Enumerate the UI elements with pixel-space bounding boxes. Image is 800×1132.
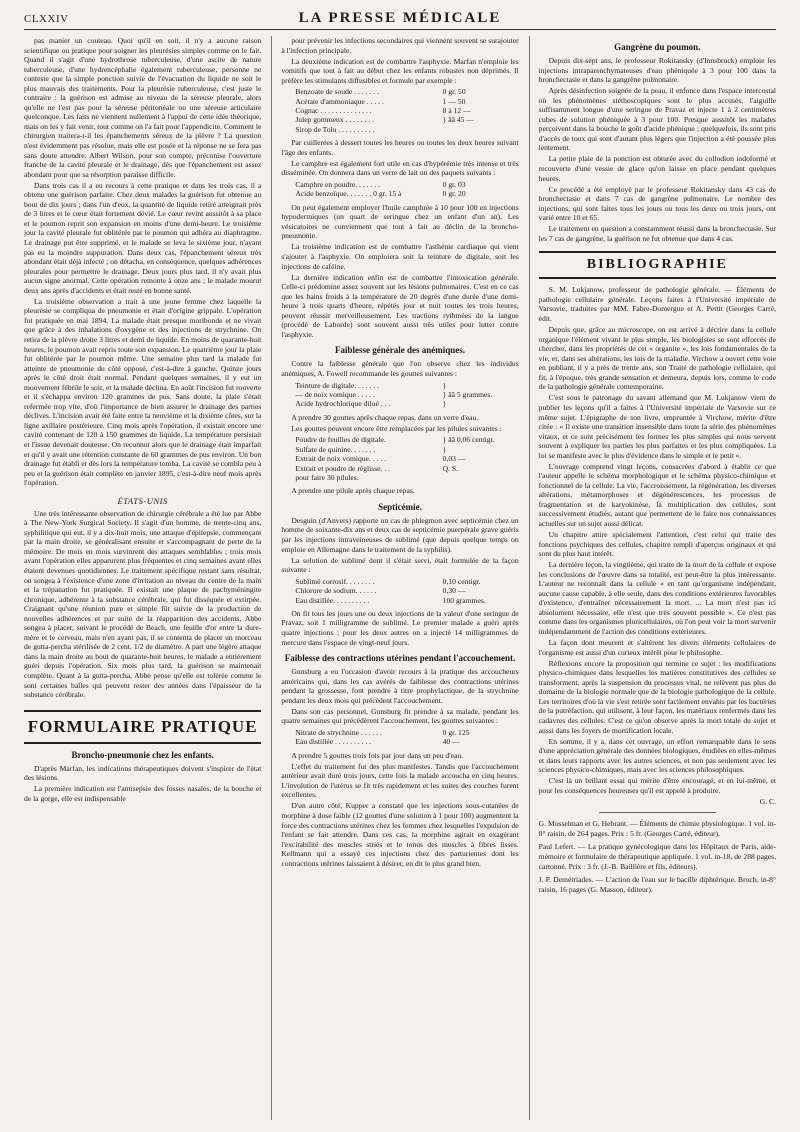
paragraph: La dernière leçon, la vingtième, qui traite de la mort de la cellule et expose les conclusions de l'œuvre dans sa totalité, est peut-être la plus intéressante. L'auteur ne reconnaît dans la cellule « en tant qu'organisme indépendant, aucune cause capable, à elle seule, dans des conditions extérieures favorables d'existence, d'entraîner nécessairement la mort. ... La mort n'est pas ici absolument nécessaire, elle n'est que très souvent possible ». Ce n'est pas comme dans les organismes pluricellulaires, où l'on peut voir la mort survenir indépendamment de l'action des conditions extérieures. [538, 560, 776, 637]
paragraph: Réflexions encore la proposition qui termine ce sujet : les modifications physico-chimiques dans lesquelles les matières constitutives des cellules se transforment, après la suspension du processus vital, ne relèvent pas plus du domaine de la biologie normale que de la biologie pathologique de la cellule. Les territoires d'où la vie s'est retirée sont facilement envahis par les bactéries de la putréfaction, qui utilisent, à leur façon, les matériaux renfermés dans les cadavres des cellules. C'est ce qu'on observe après la mort totale du sujet et aussi dans les foyers de mortification locale. [538, 658, 776, 735]
bibliographie-heading: BIBLIOGRAPHIE [539, 251, 776, 279]
columns [24, 36, 776, 1120]
paragraph: Gunsburg a eu l'occasion d'avoir recours à la pratique des accoucheurs américains qui, dans les cas avérés de faiblesse des contractions utérines pendant la grossesse, font prendre à titre prophylactique, de la strychnine pendant les deux mois qui précèdent l'accouchement. [281, 667, 519, 705]
section-heading-septicemie: Septicémie. [378, 501, 422, 512]
paragraph: pour prévenir les infections secondaires qui viennent souvent se surajouter à l'infection principale. [281, 36, 519, 55]
prescription-1 [295, 87, 518, 134]
paragraph: pas manier un couteau. Quoi qu'il en soit, il n'y a aucune raison scientifique ou pratique pour soigner les pleurésies simples comme on le fait. Quand il s'agit d'une hydrothrose tuberculeuse, d'une ascite de nature tuberculeuse, d'une hydrencéphalie également tuberculeuse, personne ne conteste que la simple ponction suivie de l'évacuation du liquide ne soit le plus mauvais des traitements. Pour la pleurésie tuberculeuse, c'est juste le contraire : la guérison est admise au niveau de la séreuse pleurale, alors qu'elle ne l'est pas pour la séreuse péritonéale ou une séreuse articulaire quelconque. Les faits ne viennent nullement à l'appui de cette idée théorique, mais on les y fait venir, tout comme on l'a fait pour l'appendicite. Comment le chirurgien traitera-t-il les épanchements séreux de la plèvre ? La question n'est évidemment pas résolue, mais elle est posée et la réponse ne se fera pas sans doute attendre. Albert Wilson, pour son compte, préconise l'ouverture franche de la cavité pleurale et le drainage, dès que l'épanchement est assez abondant pour que sa résorption paraisse difficile. [24, 36, 262, 179]
paragraph: D'un autre côté, Kupper a constaté que les injections sous-cutanées de morphine à dose faible (12 gouttes d'une solution à 1 pour 100) augmentent la force des contractions utérines chez les femmes chez lesquelles l'expulsion de l'enfant se fait attendre. Dans ces cas, la morphine agirait en exagérant l'excitabilité des muscles striés et le tonus des muscles à fibres lisses. Kellmann qui a essayé ces injections chez des parturientes dont les contractions utérines laissaient à désirer, en dit le plus grand bien. [281, 801, 519, 868]
formulaire-pratique-heading: FORMULAIRE PRATIQUE [24, 710, 261, 744]
paragraph: La troisième indication est de combattre l'asthénie cardiaque qui vient s'ajouter à l'asphyxie. On emploiera soit la teinture de digitale, soit les injections de caféine. [281, 242, 519, 271]
prescription-4 [295, 435, 518, 482]
paragraph: A prendre 5 gouttes trois fois par jour dans un peu d'eau. [291, 750, 464, 760]
prescription-line: Acide benzoïque. . . . . . . 0 gr. 15 à 0 gr. 20 [295, 189, 466, 199]
prescription-line: Acétate d'ammoniaque . . . . . 1 — 50 [295, 96, 466, 106]
paragraph: La façon dont meurent et s'altèrent les divers éléments cellulaires de l'organisme est aussi d'un curieux intérêt pour le philosophe. [538, 638, 776, 657]
page-header [24, 0, 776, 30]
paragraph: C'est là un brillant essai qui mérite d'être encouragé, et en lui-même, et pour les conséquences heureuses qu'il est appelé à produire. [538, 776, 776, 795]
prescription-line: Julep gommeux . . . . . . . . } ãã 45 — [295, 115, 474, 125]
prescription-line: Chlorure de sodium. . . . . . 0,30 — [295, 586, 466, 596]
paragraph: La troisième observation a trait à une jeune femme chez laquelle la pleurésie se compliqua de pneumonie et était d'origine grippale. L'opération fut pratiquée en mai 1894. La malade était presque moribonde et ne vivait que grâce à des inhalations d'oxygène et des injections de strychnine. On retira de la plèvre droite 3 litres et demi de liquide. En moins de quarante-huit heures, le poumon avait repris toute son expansion. Le quatrième jour la plaie fut oblitérée par le poumon même. Une semaine plus tard la malade fut atteinte de pneumonie du côté opposé, c'est-à-dire à gauche. Quinze jours après le côté droit était normal. Pendant quelques semaines, il y eut un mouvement fébrile le soir, et la malade déclina. En août l'incision fut rouverte et il s'échappa environ 120 grammes de pus. Sans doute, la plaie s'était refermée trop vite, d'où l'importance de bien assurer le drainage des parties déclives. L'incision avait été faite entre la neuvième et la dixième côtes, sur la ligne axillaire postérieure. Cinq mois après l'opération, il existait encore une cavité contenant de 120 à 150 grammes de liquide. La température persistait et l'issue devenait douteuse. On reconnut alors que le drainage était imparfait et qu'il y avait une rétention constante de 60 grammes de pus environ. Un bon drainage fut établi et dès lors la température tomba. La cavité se combla peu à peu et la guérison était complète en janvier 1895, c'est-à-dire neuf mois après l'opération. [24, 296, 262, 488]
page-number: CLXXIV [24, 13, 69, 25]
prescription-line: Teinture de digitale. . . . . . . } [295, 380, 447, 390]
prescription-3 [295, 381, 518, 409]
prescription-line: Eau distillée . . . . . . . . . . 40 — [295, 737, 460, 747]
prescription-line: Sulfate de quinine. . . . . . . } [295, 444, 447, 454]
bibliography-entry-text: G. Mosselman et G. Hebrant. — Éléments de chimie physiologique. 1 vol. in-8° raisin, de 264 pages. Prix : 5 fr. (Georges Carré, éditeur). [538, 819, 776, 838]
section-heading-etats-unis: ÉTATS-UNIS [117, 495, 168, 506]
column-3 [529, 36, 776, 1120]
bibliography-entry [539, 842, 776, 871]
prescription-line: Eau distillée. . . . . . . . . . 100 grammes. [295, 595, 486, 605]
paragraph: Les gouttes peuvent encore être remplacées par les pilules suivantes : [291, 423, 502, 433]
paragraph: A prendre 30 gouttes après chaque repas, dans un verre d'eau. [291, 412, 479, 422]
paragraph: Depuis que, grâce au microscope, on est arrivé à décrire dans la cellule organique l'élément vivant le plus simple, les biologistes se sont efforcés de chercher, dans les propriétés de cet « organite », les lois fondamentales de la vie, et, dans ses altérations, les lois de la maladie. Virchow a ouvert cette voie en publiant, il y a près de trente ans, son Traité de pathologie cellulaire, qui fit, à l'époque, très grande sensation et demeura, depuis lors, comme le code de la pathologie générale contemporaine. [538, 325, 776, 392]
bibliography-entry [539, 819, 776, 838]
paragraph: L'ouvrage comprend vingt leçons, consacrées d'abord à établir ce que l'auteur appelle le schéma morphologique et le schéma physico-chimique et fonctionnel de la cellule. La vie, l'accroissement, la régénération, les diverses altérations, métamorphoses et dégénérescences, les processus de fragmentation et de karyokinèse, la multiplication des cellules, sont successivement étudiés, autant que permettent de le faire nos connaissances actuelles sur un sujet aussi délicat. [538, 461, 776, 529]
divider [599, 812, 716, 813]
journal-title: LA PRESSE MÉDICALE [298, 10, 502, 26]
paragraph: Desguin (d'Anvers) rapporte un cas de phlegmon avec septicémie chez un homme de soixante-dix ans et deux cas de septicémie puerpérale grave guéris par les injections intraveineuses de sublimé (que depuis quelque temps on emploie en Allemagne dans le traitement de la syphilis). [281, 515, 519, 554]
bibliography-entry [539, 875, 776, 894]
section-heading-broncho-pneumonie: Broncho-pneumonie chez les enfants. [71, 749, 214, 760]
paragraph: On fit tous les jours une ou deux injections de la valeur d'une seringue de Pravaz, soit 1 milligramme de sublimé. Le premier malade a guéri après quatre injections ; pour les deux autres on a injecté 14 milligrammes de mercure dans l'espace de vingt-neuf jours. [281, 608, 519, 647]
prescription-line: Poudre de feuilles de digitale. } ãã 0,06 centigr. [295, 435, 495, 445]
paragraph: D'après Marfan, les indications thérapeutiques doivent s'inspirer de l'état des lésions. [24, 763, 262, 783]
prescription-line: Nitrate de strychnine . . . . . . 0 gr. 125 [295, 727, 470, 737]
prescription-line: Camphre en poudre. . . . . . . 0 gr. 03 [295, 179, 466, 189]
paragraph: La solution de sublimé dont il s'était servi, était formulée de la façon suivante : [281, 555, 519, 575]
section-heading-faiblesse: Faiblesse générale des anémiques. [334, 345, 465, 356]
prescription-2 [295, 180, 518, 199]
prescription-line: Sublimé corrosif. . . . . . . . 0,10 centigr. [295, 576, 481, 586]
bibliography-entry-text: Paul Lefert. — La pratique gynécologique dans les Hôpitaux de Paris, aide-mémoire et formulaire de thérapeutique appliquée. 1 vol. in-18, de 288 pages, cartonné. Prix : 3 fr. (J.-B. Baillière et fils, éditeurs). [538, 842, 776, 871]
bibliography-entry-text: J. P. Demétriades. — L'action de l'eau sur le bacille diphtérique. Broch. in-8° raisin, 16 pages (G. Masson, éditeur). [538, 875, 776, 894]
review-signature: G. C. [759, 796, 776, 806]
prescription-5 [295, 577, 518, 605]
paragraph: Une très intéressante observation de chirurgie cérébrale a été lue par Abbe à The New-York Surgical Society. Il s'agit d'un homme, de trente-cinq ans, syphilitique qui eut, il y a dix-huit mois, une attaque d'épilepsie, commençant par la main droite, se généralisant ensuite et s'accompagnant de perte de la mémoire. De mois en mois survinrent des attaques semblables ; trois mois avant l'opération elles apparurent plus fréquentes et cinq semaines avant elles étaient devenues quotidiennes. Le traitement spécifique restant sans résultat, on songea à l'existence d'une zone d'irritation au niveau du centre de la main et la trépanation fut pratiquée. Il existait une plaque de pachyméningite chronique, adhérente à la substance cérébrale, qui fut disséquée et extirpée. Craignant qu'une réunion pure et simple fût suivie de la production de nouvelles adhérences et par suite de la réapparition des accidents, Abbe songea à placer, suivant le procédé de Beach, une feuille d'or entre la dure-mère et le cerveau, mais n'en ayant pas, il se contenta de placer un morceau de gutta-percha stérilisée de 2 cent. 1/2 de diamètre. A part une légère attaque dans la main droite au bout de quarante-huit heures, le malade a entièrement guéri depuis l'opération. Six mois plus tard, la guérison se maintenait complète. Quant à la gutta-percha, Abbe pense qu'elle est tolérée comme le sont certaines balles qui peuvent rester des années dans l'épaisseur de la substance cérébrale. [24, 508, 262, 700]
paragraph: La petite plaie de la ponction est obturée avec du collodion iodoformé et recouverte d'une vessie de glace qu'on laisse en place pendant quelques heures. [538, 154, 776, 183]
paragraph: Depuis dix-sept ans, le professeur Rokitansky (d'Innsbruck) emploie les injections intraparenchymateuses d'eau phéniquée à 3 pour 100 dans la bronchectasie et dans la gangrène pulmonaire. [538, 56, 776, 85]
prescription-line: Extrait de noix vomique. . . . . 0,03 — [295, 454, 466, 464]
paragraph: S. M. Lukjanow, professeur de pathologie générale. — Éléments de pathologie cellulaire générale. Leçons faites à l'Université impériale de Varsovie, traduites par MM. Fabre-Domergue et A. Pettit (Georges Carré, édit. [538, 285, 776, 324]
paragraph: On peut également employer l'huile camphrée à 10 pour 100 en injections hypodermiques (un quart de seringue chez un enfant d'un an). Les vésicatoires ne conviennent que tout à fait au déclin de la broncho-pneumonie. [281, 202, 519, 241]
paragraph: Un chapitre attire spécialement l'attention, c'est celui qui traite des fonctions psychiques des cellules, chapitre rempli d'aperçus originaux et qui sont du plus haut intérêt. [538, 530, 776, 559]
section-heading-gangrene: Gangrène du poumon. [614, 42, 701, 52]
paragraph: Le camphre est également fort utile en cas d'hypérémie très intense et très disséminée. On donnera dans un verre de lait un des paquets suivants : [281, 158, 519, 178]
prescription-line: Acide hydrochlorique dilué . . . } [295, 399, 447, 409]
paragraph: A prendre une pilule après chaque repas. [291, 486, 415, 496]
paragraph: La dernière indication enfin est de combattre l'intoxication générale. Celle-ci prédomine assez souvent sur les lésions pulmonaires. C'est en ce cas que les bains froids à la température de 20 degrés d'une durée d'une demi-heure à trois quarts d'heure, répétés jour et nuit toutes les trois heures, peuvent réussir merveilleusement. Les tractions rythmées de la langue (procédé de Laborde) sont souvent aussi très utiles pour lutter contre l'asphyxie. [281, 272, 519, 339]
paragraph: Contre la faiblesse générale que l'on observe chez les individus anémiques, A. Fowell recommande les gouttes suivantes : [281, 359, 519, 378]
prescription-line: Cognac . . . . . . . . . . . . . . 8 à 12 — [295, 106, 471, 116]
paragraph: Par cuillerées à dessert toutes les heures ou toutes les deux heures suivant l'âge des enfants. [281, 138, 519, 157]
paragraph: La deuxième indication est de combattre l'asphyxie. Marfan n'emploie les vomitifs que tout à fait au début chez les enfants robustes non déprimés. Il préfère les stimulants diffusibles et formule par exemple : [281, 56, 519, 85]
column-2 [271, 36, 518, 1120]
paragraph: C'est sous le patronage du savant allemand que M. Lukjanow vient de publier les leçons qu'il a faites à l'Université impériale de Varsovie sur ce même sujet. L'épigraphe de son livre, empruntée à Virchow, mérite d'être citée : « Il existe une transition insensible dans toute la série des phénomènes vitaux, et ce sont précisément les formes les plus simples qui nous servent souvent à expliquer les parties les plus parfaites et les plus compliquées. La loi se manifeste avec le plus d'évidence dans le simple et le petit ». [538, 393, 776, 460]
paragraph: En somme, il y a, dans cet ouvrage, un effort remarquable dans le sens d'une appréciation générale des données biologiques, étudiées en elles-mêmes et dans leurs rapports avec les autres sciences, et non pas seulement avec les sciences physico-chimiques, mais avec les sciences philosophiques. [538, 736, 776, 775]
paragraph: La première indication est l'antisepsie des fosses nasales, de la bouche et de la gorge, elle est indispensable [24, 784, 262, 803]
prescription-line: pour faire 30 pilules. [295, 472, 359, 482]
section-heading-contractions: Faiblesse des contractions utérines pendant l'accouchement. [284, 653, 516, 664]
prescription-6 [295, 728, 518, 747]
paragraph: Ce procédé a été employé par le professeur Rokitansky dans 43 cas de bronchectasie et dans 7 cas de gangrène pulmonaire. Le nombre des injections, qui sont faites tous les jours ou tous les deux ou trois jours, ont varié entre 10 et 65. [538, 184, 776, 223]
prescription-line: Extrait et poudre de réglisse. . . Q. S. [295, 463, 459, 473]
column-1 [24, 36, 261, 1120]
paragraph: Le traitement en question a constamment réussi dans la bronchectasie. Sur les 7 cas de gangrène, la guérison ne fut obtenue que dans 4 cas. [538, 224, 776, 243]
paragraph: Après désinfection soignée de la peau, il enfonce dans l'espace intercostal où les phénomènes stéthoscopiques sont le plus accusés, l'aiguille suffisamment longue d'une seringue de Pravaz et injecte 1 à 2 centimètres cubes de solution phéniquée à 3 pour 100. Presque aussitôt les malades perçoivent dans la bouche le goût d'acide phénique ; quelquefois, ils sont pris d'accès de toux qui sont d'autant plus légers que l'injection a été poussée plus lentement. [538, 86, 776, 153]
prescription-line: Sirop de Tolu . . . . . . . . . . [295, 124, 375, 134]
paragraph: Dans son cas personnel, Gunsburg fit prendre à sa malade, pendant les quatre semaines qui précédèrent l'accouchement, les gouttes suivantes : [281, 706, 519, 726]
prescription-line: — de noix vomique . . . . . } ãã 5 grammes. [295, 389, 493, 399]
paragraph: Dans trois cas il a eu recours à cette pratique et dans les trois cas, il a obtenu une guérison parfaite. Chez deux malades la guérison fut obtenue au bout de dix jours ; dans l'un d'eux, la quantité de liquide retiré atteignait près de 3 litres et le cœur était fortement dévié. Le cœur revint aussitôt à sa place et le poumon reprit son expansion en moins d'une demi-heure. Le troisième jour la cavité pleurale fut oblitérée par le poumon qui adhéra au diaphragme. Le drainage put être supprimé, et le malade se leva le sixième jour, n'ayant pas eu la moindre suppuration. Dans deux cas, l'épanchement séreux très abondant était déjà infecté ; on détacha, en conséquence, quelques adhérences pleurales pour permettre le drainage. Deux jours plus tard, il n'y avait plus aucun signe anormal. Cette opération remonte à onze ans ; le malade mourut deux ans après d'accidents et était resté en bonne santé. [24, 180, 262, 295]
prescription-line: Benzoate de soude . . . . . . . 0 gr. 50 [295, 87, 466, 97]
paragraph: L'effet du traitement fut des plus manifestes. Tandis que l'accouchement antérieur avait duré trois jours, cette fois la malade accoucha en cinq heures. L'involution de l'utérus se fit très rapidement et les suites des couches furent excellentes. [281, 761, 519, 800]
